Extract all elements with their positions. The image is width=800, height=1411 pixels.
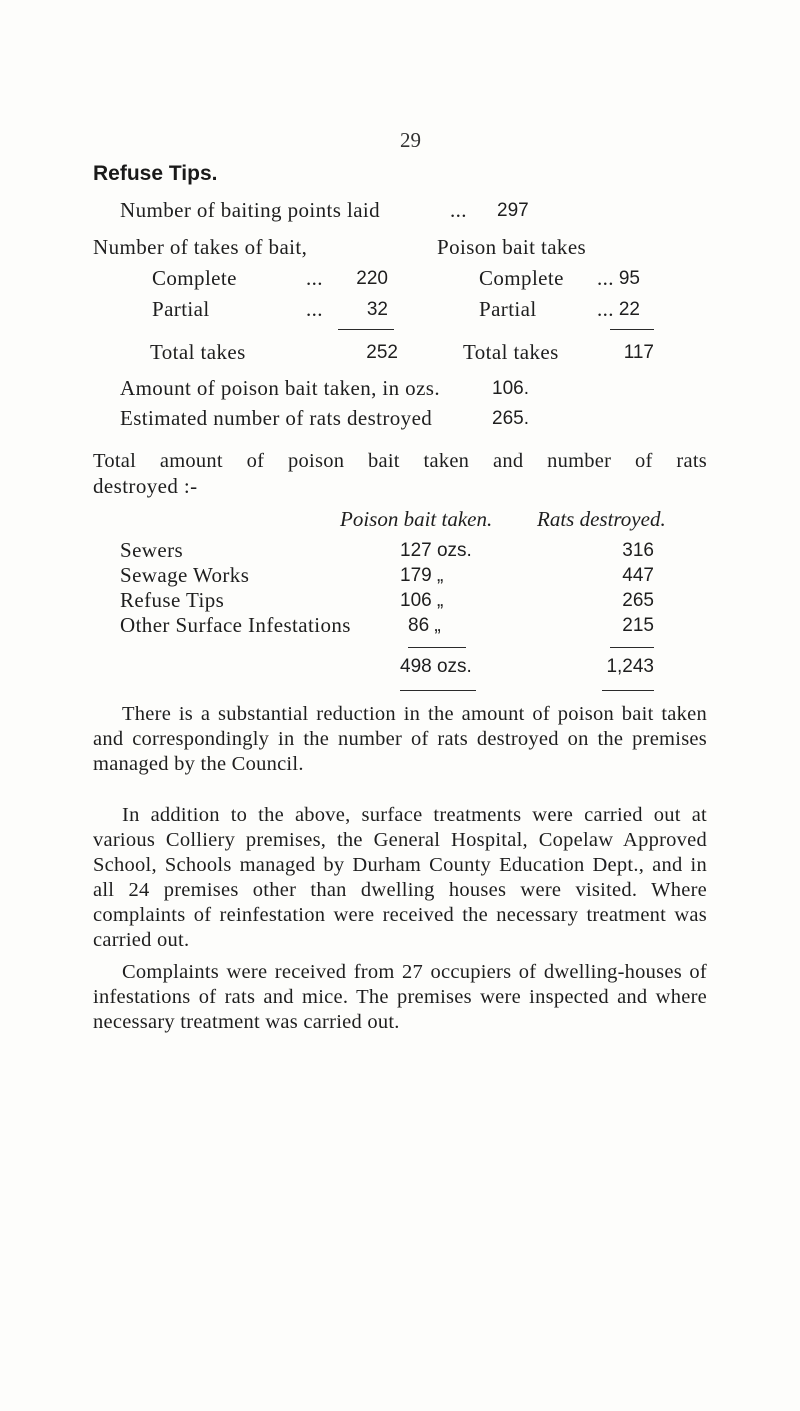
table-header-rats: Rats destroyed. (537, 507, 666, 531)
baiting-points-value: 297 (497, 200, 529, 221)
table-total-rats: 1,243 (606, 656, 654, 677)
takes-total-value: 252 (366, 342, 398, 363)
table-row-label: Refuse Tips (120, 588, 225, 612)
paragraph-complaints (93, 960, 707, 1035)
paragraph-text: There is a substantial reduction in the amount of poison bait taken and correspondingly in the number of rats destroyed on the premises managed by the Council. (93, 703, 707, 775)
table-divider-rats-bottom (602, 690, 654, 691)
estimated-destroyed-label: Estimated number of rats destroyed (120, 406, 433, 430)
takes-complete-dots: ... (306, 266, 323, 290)
takes-divider (338, 329, 394, 330)
amount-taken-value: 106. (492, 378, 529, 399)
takes-complete-value: 220 (356, 268, 388, 289)
total-intro-line2: destroyed :- (93, 474, 198, 498)
poison-complete-value: 95 (618, 268, 640, 289)
table-total-bait: 498 ozs. (400, 656, 472, 677)
paragraph-text: Complaints were received from 27 occupiers of dwelling-houses of infestations of rats and mice. The premises were inspected and where necessary treatment was carried out. (93, 961, 707, 1033)
takes-partial-dots: ... (306, 297, 323, 321)
takes-partial-value: 32 (366, 299, 388, 320)
table-header-bait: Poison bait taken. (340, 507, 493, 531)
paragraph-text: In addition to the above, surface treatments were carried out at various Colliery premises, the General Hospital, Copelaw Approved School, Schools managed by Durham County Education Dept., and in all 24 premises other than dwelling houses were visited. Where complaints of reinfestation were received the necessary treatment was carried out. (93, 804, 707, 951)
takes-total-label: Total takes (150, 340, 246, 364)
table-row-bait: 127 ozs. (400, 540, 472, 561)
estimated-destroyed-value: 265. (492, 408, 529, 429)
paragraph-reduction (93, 702, 707, 777)
poison-total-label: Total takes (463, 340, 559, 364)
table-row-bait: 179 „ (400, 565, 444, 586)
page-number: 29 (400, 128, 421, 152)
poison-takes-title: Poison bait takes (437, 235, 587, 259)
poison-complete-label: Complete (479, 266, 564, 290)
poison-total-value: 117 (623, 342, 654, 363)
table-divider-rats-top (610, 647, 654, 648)
paragraph-surface-treatments (93, 803, 707, 953)
table-row-bait: 86 „ (408, 615, 441, 636)
table-row-label: Sewers (120, 538, 184, 562)
table-row-label: Sewage Works (120, 563, 250, 587)
table-row-rats: 316 (622, 540, 654, 561)
takes-of-bait-title: Number of takes of bait, (93, 235, 308, 259)
amount-taken-label: Amount of poison bait taken, in ozs. (120, 376, 441, 400)
poison-partial-label: Partial (479, 297, 537, 321)
table-divider-bait-bottom (400, 690, 476, 691)
baiting-points-dots: ... (450, 198, 467, 222)
table-divider-bait-top (408, 647, 466, 648)
poison-complete-dots: ... (597, 266, 614, 290)
section-heading: Refuse Tips. (93, 162, 218, 185)
takes-partial-label: Partial (152, 297, 210, 321)
poison-partial-value: 22 (618, 299, 640, 320)
poison-divider (610, 329, 654, 330)
table-row-rats: 265 (622, 590, 654, 611)
takes-complete-label: Complete (152, 266, 237, 290)
table-row-rats: 447 (622, 565, 654, 586)
table-row-label: Other Surface Infestations (120, 613, 351, 637)
table-row-rats: 215 (622, 615, 654, 636)
total-intro-line1: Total amount of poison bait taken and number of rats (93, 450, 707, 472)
table-row-bait: 106 „ (400, 590, 444, 611)
poison-partial-dots: ... (597, 297, 614, 321)
baiting-points-label: Number of baiting points laid (120, 198, 381, 222)
